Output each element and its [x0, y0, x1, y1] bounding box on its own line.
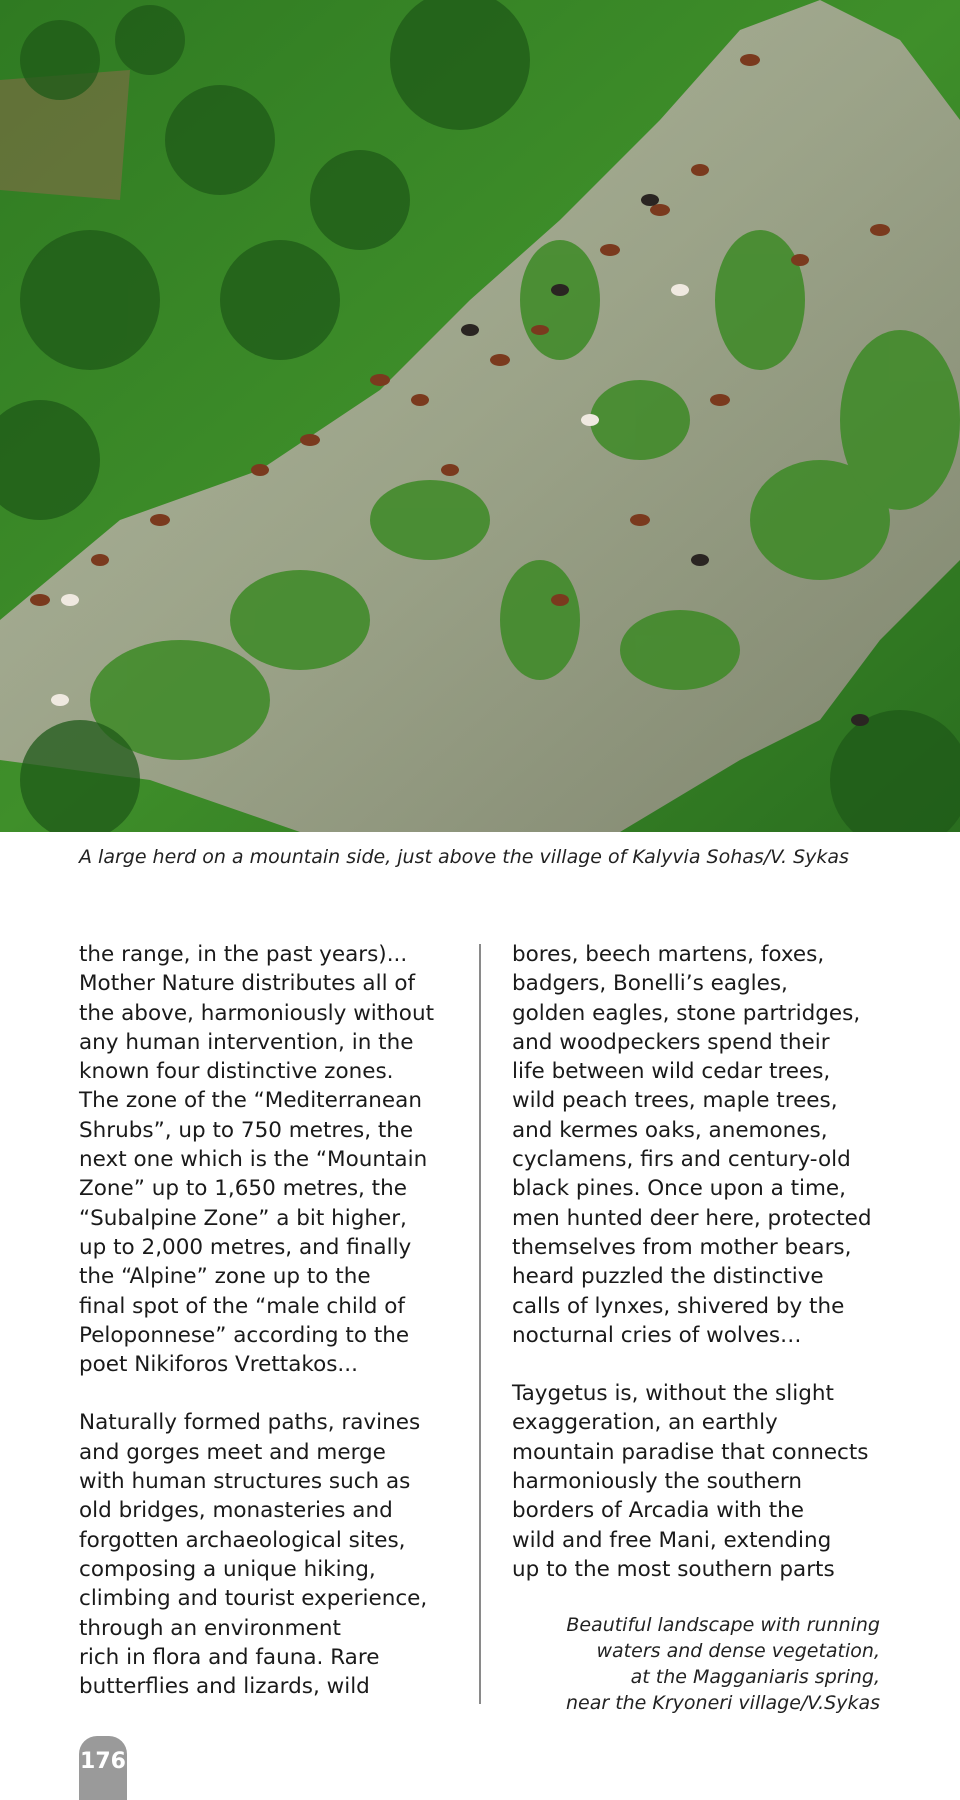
left-paragraph-2 [79, 1408, 459, 1701]
text-line: men hunted deer here, protected [512, 1205, 872, 1231]
text-line: borders of Arcadia with the [512, 1498, 805, 1524]
text-line: poet Nikiforos Vrettakos... [79, 1352, 358, 1378]
text-line: Zone” up to 1,650 metres, the [79, 1176, 407, 1202]
mountain-herd-photo [0, 0, 960, 832]
text-line: life between wild cedar trees, [512, 1059, 831, 1085]
text-line: through an environment [79, 1615, 341, 1641]
text-line: nocturnal cries of wolves… [512, 1322, 802, 1348]
right-column [512, 940, 902, 1584]
text-line: forgotten archaeological sites, [79, 1527, 406, 1553]
text-line: butterflies and lizards, wild [79, 1674, 370, 1700]
text-line: old bridges, monasteries and [79, 1498, 393, 1524]
text-line: up to the most southern parts [512, 1556, 835, 1582]
text-line: black pines. Once upon a time, [512, 1176, 846, 1202]
page-number: 176 [79, 1736, 127, 1800]
left-paragraph-1 [79, 940, 459, 1379]
text-line: heard puzzled the distinctive [512, 1264, 824, 1290]
caption-line: near the Kryoneri village/V.Sykas [565, 1692, 880, 1714]
text-line: up to 2,000 metres, and finally [79, 1234, 412, 1260]
text-line: exaggeration, an earthly [512, 1410, 778, 1436]
text-line: rich in flora and fauna. Rare [79, 1644, 380, 1670]
text-line: bores, beech martens, foxes, [512, 942, 825, 967]
column-divider [479, 944, 481, 1704]
text-line: and gorges meet and merge [79, 1439, 386, 1465]
side-photo-caption [460, 1612, 880, 1716]
text-line: the “Alpine” zone up to the [79, 1264, 371, 1290]
text-line: known four distinctive zones. [79, 1059, 394, 1085]
text-line: harmoniously the southern [512, 1469, 802, 1495]
text-line: Naturally formed paths, ravines [79, 1410, 421, 1436]
caption-line: waters and dense vegetation, [596, 1640, 880, 1662]
text-line: The zone of the “Mediterranean [79, 1088, 422, 1114]
text-line: and woodpeckers spend their [512, 1029, 830, 1055]
text-line: badgers, Bonelli’s eagles, [512, 971, 788, 997]
text-line: with human structures such as [79, 1469, 411, 1495]
text-line: Peloponnese” according to the [79, 1322, 410, 1348]
right-paragraph-1 [512, 940, 902, 1350]
text-line: mountain paradise that connects [512, 1439, 869, 1465]
text-line: wild peach trees, maple trees, [512, 1088, 838, 1114]
text-line: “Subalpine Zone” a bit higher, [79, 1205, 407, 1231]
left-column [79, 940, 459, 1701]
text-line: Taygetus is, without the slight [512, 1381, 834, 1407]
text-line: golden eagles, stone partridges, [512, 1000, 861, 1026]
text-line: calls of lynxes, shivered by the [512, 1293, 845, 1319]
text-line: any human intervention, in the [79, 1029, 414, 1055]
text-line: themselves from mother bears, [512, 1234, 852, 1260]
right-paragraph-2 [512, 1379, 902, 1584]
caption-line: Beautiful landscape with running [566, 1614, 880, 1636]
text-line: next one which is the “Mountain [79, 1147, 428, 1173]
text-line: composing a unique hiking, [79, 1556, 376, 1582]
text-line: Mother Nature distributes all of [79, 971, 416, 997]
text-line: Shrubs”, up to 750 metres, the [79, 1117, 414, 1143]
text-line: the range, in the past years)... [79, 942, 408, 967]
text-line: final spot of the “male child of [79, 1293, 405, 1319]
text-line: wild and free Mani, extending [512, 1527, 832, 1553]
photo-caption: A large herd on a mountain side, just above the village of Kalyvia Sohas/V. Sykas [79, 846, 849, 868]
text-line: the above, harmoniously without [79, 1000, 435, 1026]
text-line: and kermes oaks, anemones, [512, 1117, 828, 1143]
text-line: cyclamens, firs and century-old [512, 1147, 851, 1173]
caption-line: at the Magganiaris spring, [630, 1666, 880, 1688]
text-line: climbing and tourist experience, [79, 1586, 428, 1612]
